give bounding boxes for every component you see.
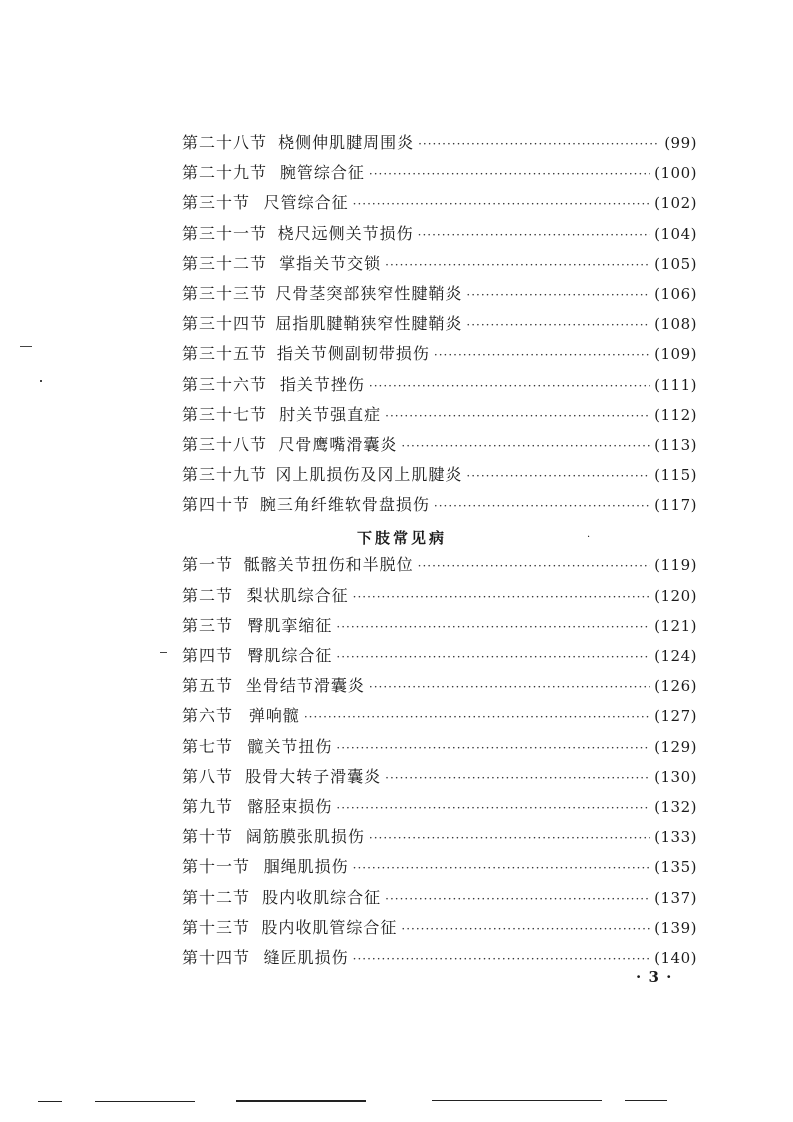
toc-page-number: (113) <box>654 435 697 454</box>
toc-entry-title: 坐骨结节滑囊炎 <box>245 676 365 696</box>
toc-page-number: (111) <box>654 375 697 394</box>
page-number: · 3 · <box>636 968 673 986</box>
toc-page-number: (127) <box>654 707 697 726</box>
toc-entry <box>182 402 697 432</box>
scan-speck <box>40 380 42 382</box>
scan-speck <box>160 652 167 653</box>
toc-entry-title: 桡侧伸肌腱周围炎 <box>278 133 415 152</box>
toc-entry-title: 骶髂关节扭伤和半脱位 <box>243 555 414 575</box>
toc-page-number: (124) <box>654 647 697 665</box>
toc-entry <box>182 945 697 975</box>
toc-section-number: 第四节 <box>182 646 234 665</box>
dot-leader <box>353 590 651 604</box>
toc-page-number: (100) <box>654 164 697 183</box>
dot-leader <box>418 228 651 242</box>
scan-line <box>236 1100 366 1102</box>
dot-leader <box>466 288 650 302</box>
toc-entry <box>182 915 697 945</box>
toc-entry-title: 髂胫束损伤 <box>247 796 333 816</box>
toc-entry-title: 腕管综合征 <box>279 163 365 183</box>
dot-leader <box>385 409 650 423</box>
dot-leader <box>434 499 650 513</box>
toc-entry-title: 髋关节扭伤 <box>247 736 333 756</box>
chapter-heading <box>182 522 697 552</box>
dot-leader <box>401 922 650 936</box>
toc-entry <box>182 341 697 371</box>
dot-leader <box>353 197 651 211</box>
toc-lower-list <box>182 552 697 975</box>
toc-entry-title: 桡尺远侧关节损伤 <box>277 223 414 243</box>
toc-page-number: (126) <box>654 677 697 696</box>
toc-entry <box>182 281 697 311</box>
toc-section-number: 第十一节 <box>182 857 251 877</box>
toc-entry <box>182 583 697 613</box>
dot-leader <box>336 650 650 664</box>
toc-entry <box>182 764 697 794</box>
toc-section-number: 第十三节 <box>182 917 251 937</box>
toc-page-number: (139) <box>654 918 697 937</box>
toc-entry <box>182 311 697 341</box>
toc-entry-title: 股内收肌综合征 <box>262 887 382 907</box>
toc-entry-title: 腕三角纤维软骨盘损伤 <box>259 495 430 515</box>
toc-section-number: 第十节 <box>182 827 234 847</box>
toc-entry-title: 腘绳肌损伤 <box>263 857 349 877</box>
dot-leader <box>369 379 650 393</box>
dot-leader <box>304 710 650 724</box>
toc-entry-title: 尺管综合征 <box>263 193 349 213</box>
toc-page-number: (99) <box>664 134 697 152</box>
toc-page-number: (137) <box>654 888 697 907</box>
toc-entry <box>182 734 697 764</box>
dot-leader <box>353 861 651 875</box>
toc-section-number: 第三十五节 <box>182 344 268 364</box>
toc-entry <box>182 794 697 824</box>
dot-leader <box>336 801 650 815</box>
toc-section-number: 第三十七节 <box>182 404 268 424</box>
toc-page-number: (120) <box>654 586 697 605</box>
toc-page-number: (119) <box>654 556 697 575</box>
toc-entry-title: 肘关节强直症 <box>279 404 382 424</box>
dot-leader <box>369 680 650 694</box>
toc-section-number: 第三十节 <box>182 193 251 213</box>
toc-section-number: 第三十一节 <box>182 223 268 243</box>
toc-section-number: 第四十节 <box>182 495 251 515</box>
dot-leader <box>466 469 650 483</box>
toc-entry-title: 指关节侧副韧带损伤 <box>276 344 430 364</box>
toc-section-number: 第五节 <box>182 676 234 696</box>
toc-entry <box>182 824 697 854</box>
toc-entry-title: 股骨大转子滑囊炎 <box>245 766 382 786</box>
toc-section-number: 第三十八节 <box>182 434 268 454</box>
toc-entry-title: 梨状肌综合征 <box>246 585 349 605</box>
dot-leader <box>385 258 650 272</box>
toc-entry <box>182 432 697 462</box>
toc-entry-title: 臀肌挛缩征 <box>247 615 333 635</box>
toc-page-number: (129) <box>654 737 697 756</box>
dot-leader <box>466 318 650 332</box>
toc-entry <box>182 160 697 190</box>
toc-entry <box>182 885 697 915</box>
toc-entry-title: 尺骨鹰嘴滑囊炎 <box>278 434 398 454</box>
toc-page-number: (115) <box>654 466 697 485</box>
dot-leader <box>434 348 650 362</box>
toc-section-number: 第三节 <box>182 615 234 635</box>
toc-section-number: 第九节 <box>182 796 234 816</box>
scan-line <box>95 1101 195 1102</box>
chapter-heading-text: 下肢常见病 <box>357 528 448 547</box>
toc-upper-list <box>182 130 697 522</box>
toc-entry-title: 弹响髋 <box>248 706 300 726</box>
dot-leader <box>385 771 650 785</box>
toc-entry <box>182 673 697 703</box>
toc-section-number: 第二十八节 <box>182 133 268 152</box>
dot-leader <box>418 137 660 151</box>
toc-section-number: 第二节 <box>182 585 234 605</box>
dot-leader <box>353 952 651 966</box>
toc-entry <box>182 130 697 160</box>
toc-page-number: (133) <box>654 828 697 847</box>
toc-entry <box>182 221 697 251</box>
toc-entry-title: 掌指关节交锁 <box>279 253 382 273</box>
scan-line <box>432 1100 602 1101</box>
toc-page-number: (109) <box>654 345 697 364</box>
toc-entry <box>182 613 697 643</box>
toc-entry <box>182 462 697 492</box>
toc-section-number: 第三十三节 <box>182 283 268 303</box>
toc-entry <box>182 854 697 884</box>
toc-entry <box>182 552 697 582</box>
toc-entry <box>182 643 697 673</box>
toc-section-number: 第一节 <box>182 555 234 575</box>
toc-page-number: (140) <box>654 948 697 967</box>
toc-page-number: (117) <box>654 496 697 515</box>
toc-entry-title: 阔筋膜张肌损伤 <box>245 827 365 847</box>
toc-entry-title: 指关节挫伤 <box>279 374 365 394</box>
toc-page-number: (105) <box>654 254 697 273</box>
scan-mark: · <box>587 531 594 543</box>
toc-entry-title: 屈指肌腱鞘狭窄性腱鞘炎 <box>275 314 463 334</box>
toc-page-number: (112) <box>654 405 697 424</box>
dot-leader <box>369 167 650 181</box>
toc-section-number: 第十四节 <box>182 947 251 967</box>
toc-section-number: 第八节 <box>182 766 234 786</box>
toc-entry <box>182 492 697 522</box>
toc-section-number: 第六节 <box>182 706 234 726</box>
toc-section-number: 第三十六节 <box>182 374 268 394</box>
toc-page-number: (104) <box>654 224 697 243</box>
table-of-contents <box>182 130 697 975</box>
dot-leader <box>385 892 650 906</box>
toc-section-number: 第二十九节 <box>182 163 268 183</box>
toc-page-number: (106) <box>654 284 697 303</box>
scan-line <box>38 1101 62 1102</box>
toc-entry <box>182 251 697 281</box>
toc-section-number: 第三十二节 <box>182 253 268 273</box>
toc-page-number: (132) <box>654 797 697 816</box>
scan-line <box>625 1100 667 1101</box>
toc-section-number: 第三十九节 <box>182 465 268 485</box>
toc-page-number: (130) <box>654 767 697 786</box>
dot-leader <box>401 439 650 453</box>
scan-speck <box>20 346 32 347</box>
toc-section-number: 第三十四节 <box>182 314 268 334</box>
toc-entry <box>182 703 697 733</box>
toc-entry <box>182 190 697 220</box>
toc-page-number: (121) <box>654 616 697 635</box>
dot-leader <box>418 559 651 573</box>
toc-section-number: 第十二节 <box>182 887 251 907</box>
dot-leader <box>336 741 650 755</box>
dot-leader <box>336 620 650 634</box>
toc-entry-title: 臀肌综合征 <box>247 646 333 665</box>
toc-entry <box>182 372 697 402</box>
toc-entry-title: 尺骨茎突部狭窄性腱鞘炎 <box>275 283 463 303</box>
dot-leader <box>369 831 650 845</box>
toc-section-number: 第七节 <box>182 736 234 756</box>
toc-page-number: (135) <box>654 858 697 877</box>
toc-page-number: (102) <box>654 194 697 213</box>
toc-entry-title: 缝匠肌损伤 <box>263 947 349 967</box>
toc-entry-title: 冈上肌损伤及冈上肌腱炎 <box>275 465 463 485</box>
toc-page-number: (108) <box>654 315 697 334</box>
toc-entry-title: 股内收肌管综合征 <box>261 917 398 937</box>
